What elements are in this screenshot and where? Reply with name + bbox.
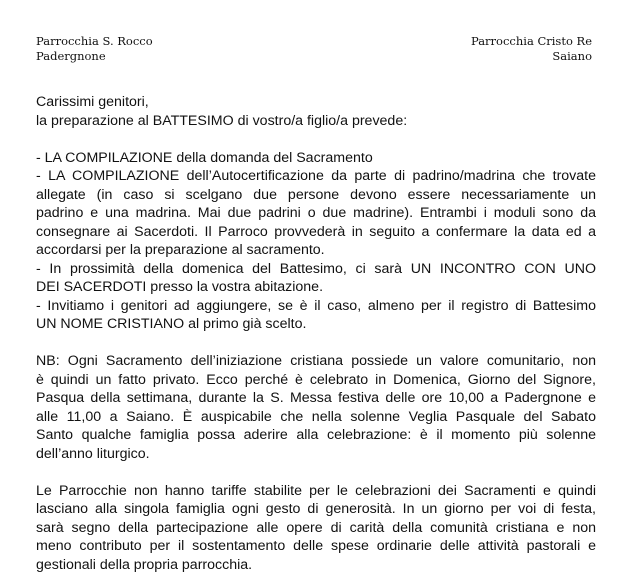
list-item: - Invitiamo i genitori ad aggiungere, se è il caso, almeno per il registro di Battesimo — [36, 297, 596, 316]
list-item: padrino e una madrina. Mai due padrini o due madrine). Entrambi i moduli sono da — [36, 204, 596, 223]
closing-line: sarà segno della partecipazione alle opere di carità della comunità cristiana e non — [36, 519, 596, 538]
header-right — [471, 34, 592, 64]
list-item: consegnare ai Sacerdoti. Il Parroco provvederà in seguito a confermare la data ed a — [36, 223, 596, 242]
nb-line: NB: Ogni Sacramento dell’iniziazione cristiana possiede un valore comunitario, non — [36, 352, 596, 371]
nb-line: alle 11,00 a Saiano. È auspicabile che nella solenne Veglia Pasquale del Sabato — [36, 408, 596, 427]
greeting-salutation: Carissimi genitori, — [36, 93, 596, 112]
nb-line: Pasqua della settimana, durante la S. Messa festiva delle ore 10,00 a Padergnone e — [36, 389, 596, 408]
list-item: - LA COMPILAZIONE dell’Autocertificazione da parte di padrino/madrina che trovate — [36, 167, 596, 186]
closing-line: meno contributo per il sostentamento delle spese ordinarie delle attività pastorali e — [36, 537, 596, 556]
closing-paragraph — [36, 482, 596, 574]
header-left — [36, 34, 153, 64]
parish-town-left: Padergnone — [36, 49, 153, 64]
list-item: - LA COMPILAZIONE della domanda del Sacramento — [36, 149, 596, 168]
requirements-list — [36, 149, 596, 334]
closing-line: gestionali della propria parrocchia. — [36, 556, 596, 574]
closing-line: Le Parrocchie non hanno tariffe stabilite per le celebrazioni dei Sacramenti e quindi — [36, 482, 596, 501]
parish-town-right: Saiano — [471, 49, 592, 64]
nb-line: è quindi un fatto privato. Ecco perché è celebrato in Domenica, Giorno del Signore, — [36, 371, 596, 390]
greeting-intro: la preparazione al BATTESIMO di vostro/a figlio/a prevede: — [36, 112, 596, 131]
closing-line: lasciano alla singola famiglia ogni gesto di generosità. In un giorno per voi di festa, — [36, 500, 596, 519]
parish-name-left: Parrocchia S. Rocco — [36, 34, 153, 49]
nb-line: Santo qualche famiglia possa aderire alla celebrazione: è il momento più solenne — [36, 426, 596, 445]
letter-body — [36, 93, 596, 574]
nb-line: dell’anno liturgico. — [36, 445, 596, 464]
greeting — [36, 93, 596, 130]
parish-name-right: Parrocchia Cristo Re — [471, 34, 592, 49]
list-item: allegate (in caso si scelgano due persone devono essere necessariamente un — [36, 186, 596, 205]
list-item: UN NOME CRISTIANO al primo già scelto. — [36, 315, 596, 334]
list-item: - In prossimità della domenica del Battesimo, ci sarà UN INCONTRO CON UNO — [36, 260, 596, 279]
nb-paragraph — [36, 352, 596, 463]
list-item: DEI SACERDOTI presso la vostra abitazione. — [36, 278, 596, 297]
list-item: accordarsi per la preparazione al sacramento. — [36, 241, 596, 260]
